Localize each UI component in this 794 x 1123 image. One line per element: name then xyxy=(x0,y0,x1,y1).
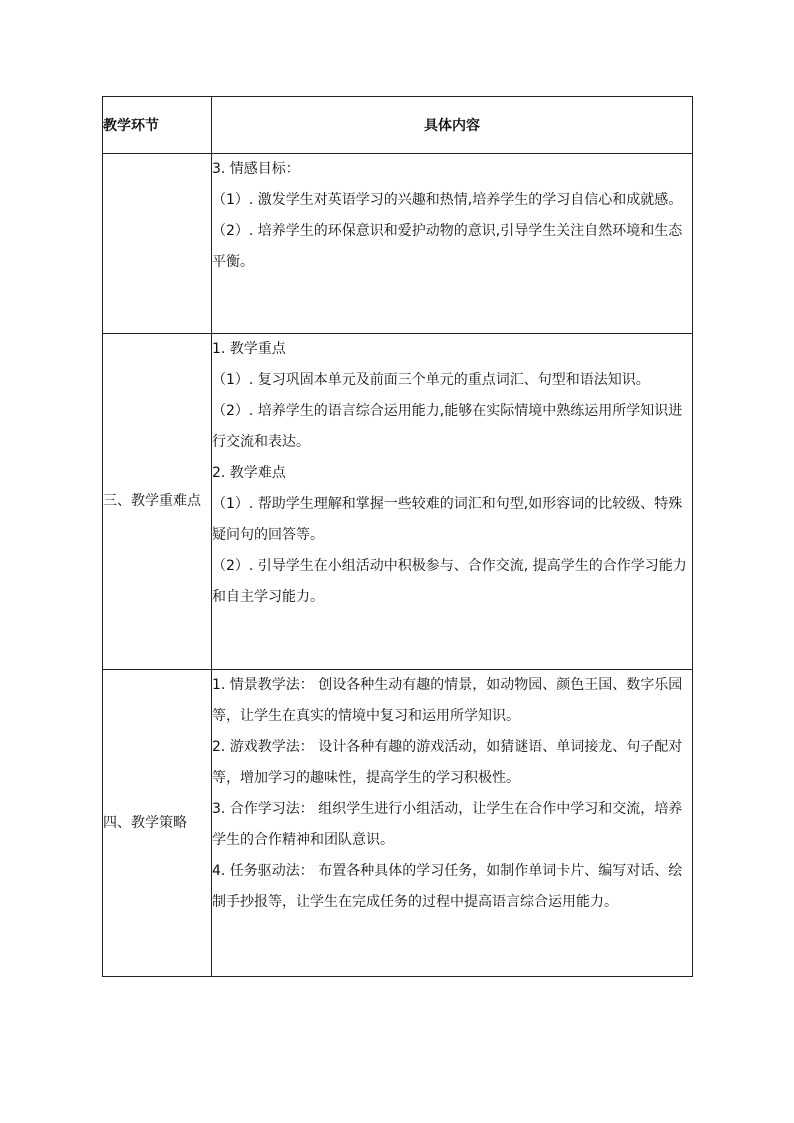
paragraph: 2. 教学难点 xyxy=(212,465,286,481)
header-stage: 教学环节 xyxy=(103,97,212,154)
table-row xyxy=(103,334,693,670)
row-content xyxy=(212,334,693,670)
lesson-plan-table xyxy=(102,96,693,977)
paragraph: 1. 情景教学法： 创设各种生动有趣的情景，如动物园、颜色王国、数字乐园等，让学生在真实的情境中复习和运用所学知识。 xyxy=(212,677,683,724)
paragraph: 1. 教学重点 xyxy=(212,341,286,357)
paragraph: （2）. 培养学生的环保意识和爱护动物的意识,引导学生关注自然环境和生态平衡。 xyxy=(212,223,683,270)
paragraph: （1）. 复习巩固本单元及前面三个单元的重点词汇、句型和语法知识。 xyxy=(212,372,650,388)
paragraph: 3. 情感目标： xyxy=(212,161,300,177)
paragraph: （2）. 培养学生的语言综合运用能力,能够在实际情境中熟练运用所学知识进行交流和表达。 xyxy=(212,403,683,450)
row-label: 三、教学重难点 xyxy=(103,334,212,670)
paragraph: 2. 游戏教学法： 设计各种有趣的游戏活动，如猜谜语、单词接龙、句子配对等，增加学习的趣味性，提高学生的学习积极性。 xyxy=(212,739,683,786)
paragraph: 3. 合作学习法： 组织学生进行小组活动，让学生在合作中学习和交流，培养学生的合作精神和团队意识。 xyxy=(212,801,683,848)
row-label xyxy=(103,154,212,334)
paragraph: （2）. 引导学生在小组活动中积极参与、合作交流, 提高学生的合作学习能力和自主学习能力。 xyxy=(212,558,687,605)
table-row xyxy=(103,154,693,334)
paragraph: （1）. 帮助学生理解和掌握一些较难的词汇和句型,如形容词的比较级、特殊疑问句的回答等。 xyxy=(212,496,683,543)
table-header-row xyxy=(103,97,693,154)
paragraph: （1）. 激发学生对英语学习的兴趣和热情,培养学生的学习自信心和成就感。 xyxy=(212,192,683,208)
row-content xyxy=(212,154,693,334)
row-label: 四、教学策略 xyxy=(103,670,212,977)
paragraph: 4. 任务驱动法： 布置各种具体的学习任务，如制作单词卡片、编写对话、绘制手抄报等，让学生在完成任务的过程中提高语言综合运用能力。 xyxy=(212,863,683,910)
header-content: 具体内容 xyxy=(212,97,693,154)
table-row xyxy=(103,670,693,977)
row-content xyxy=(212,670,693,977)
